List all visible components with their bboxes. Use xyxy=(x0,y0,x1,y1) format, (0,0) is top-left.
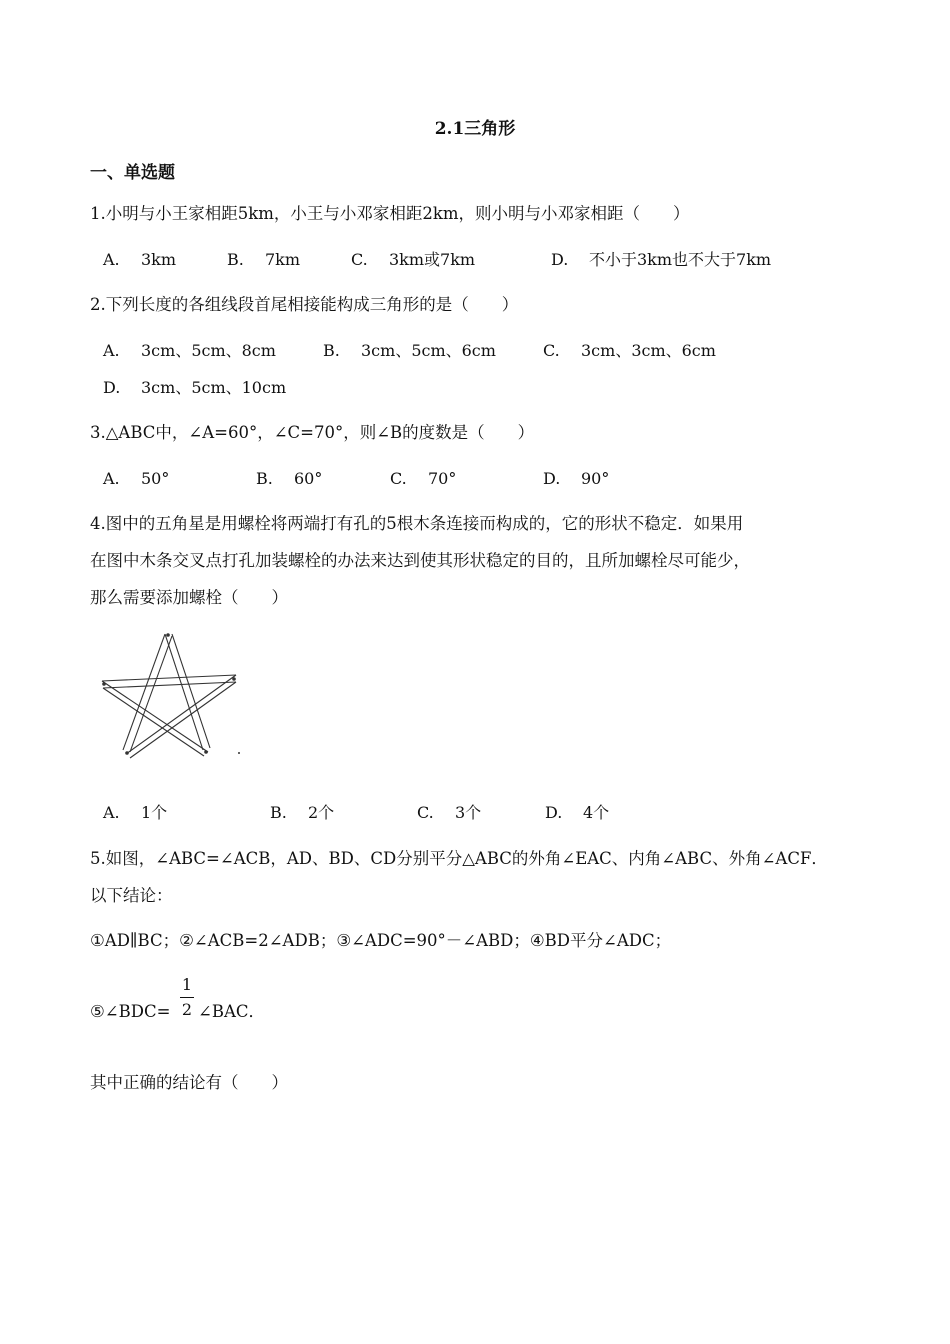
wooden-star-figure xyxy=(98,628,246,764)
question-5-item-5-suffix: ∠BAC． xyxy=(198,1002,265,1021)
option-text: 4个 xyxy=(583,803,610,822)
option-label: D. xyxy=(551,250,569,269)
option-label: C. xyxy=(417,803,434,822)
section-heading: 一、单选题 xyxy=(90,163,175,183)
option-text: 3cm、5cm、6cm xyxy=(361,341,496,360)
q2-option-b[interactable] xyxy=(323,340,496,362)
option-label: A. xyxy=(103,803,120,822)
option-text: 50° xyxy=(141,469,170,488)
option-text: 3cm、3cm、6cm xyxy=(581,341,716,360)
q1-option-d[interactable] xyxy=(551,249,771,271)
q4-option-a[interactable] xyxy=(103,802,167,824)
question-5-item-5-prefix: ⑤∠BDC= xyxy=(90,1002,171,1021)
option-text: 7km xyxy=(265,250,301,269)
option-text: 3km xyxy=(141,250,177,269)
option-text: 1个 xyxy=(141,803,168,822)
q3-option-b[interactable] xyxy=(256,468,322,490)
question-3-stem: 3.△ABC中，∠A=60°，∠C=70°，则∠B的度数是（ ） xyxy=(90,423,535,442)
option-text: 3km或7km xyxy=(389,250,476,269)
q3-option-d[interactable] xyxy=(543,468,609,490)
option-text: 60° xyxy=(294,469,323,488)
option-text: 3个 xyxy=(455,803,482,822)
option-text: 70° xyxy=(428,469,457,488)
option-label: A. xyxy=(103,250,120,269)
question-4-line-3: 那么需要添加螺栓（ ） xyxy=(90,588,288,607)
option-label: A. xyxy=(103,341,120,360)
option-label: B. xyxy=(323,341,340,360)
option-label: A. xyxy=(103,469,120,488)
q1-option-a[interactable] xyxy=(103,249,176,271)
option-text: 3cm、5cm、8cm xyxy=(141,341,276,360)
option-label: C. xyxy=(390,469,407,488)
q2-option-a[interactable] xyxy=(103,340,276,362)
option-label: B. xyxy=(227,250,244,269)
fraction-bar xyxy=(180,997,194,998)
question-5-line-3: ①AD∥BC；②∠ACB=2∠ADB；③∠ADC=90°－∠ABD；④BD平分∠ADC； xyxy=(90,931,672,950)
option-label: D. xyxy=(103,378,121,397)
option-label: C. xyxy=(543,341,560,360)
q3-option-c[interactable] xyxy=(390,468,456,490)
option-label: D. xyxy=(545,803,563,822)
page-title: 2.1三角形 xyxy=(434,119,516,139)
q3-option-a[interactable] xyxy=(103,468,169,490)
question-5-line-2: 以下结论： xyxy=(90,886,173,905)
q4-option-b[interactable] xyxy=(270,802,334,824)
option-text: 2个 xyxy=(308,803,335,822)
q4-option-c[interactable] xyxy=(417,802,481,824)
question-2-stem: 2.下列长度的各组线段首尾相接能构成三角形的是（ ） xyxy=(90,295,519,314)
fraction-one-half xyxy=(180,975,194,1020)
option-text: 90° xyxy=(581,469,610,488)
q4-option-d[interactable] xyxy=(545,802,609,824)
question-5-line-1: 5.如图，∠ABC=∠ACB，AD、BD、CD分别平分△ABC的外角∠EAC、内角∠ABC、外角∠ACF． xyxy=(90,849,828,868)
q1-option-b[interactable] xyxy=(227,249,300,271)
option-label: D. xyxy=(543,469,561,488)
fraction-numerator: 1 xyxy=(181,975,193,994)
question-4-line-1: 4.图中的五角星是用螺栓将两端打有孔的5根木条连接而构成的，它的形状不稳定．如果用 xyxy=(90,514,744,533)
option-text: 3cm、5cm、10cm xyxy=(141,378,287,397)
question-4-line-2: 在图中木条交叉点打孔加装螺栓的办法来达到使其形状稳定的目的，且所加螺栓尽可能少， xyxy=(90,551,750,570)
question-5-ask: 其中正确的结论有（ ） xyxy=(90,1073,288,1092)
q2-option-c[interactable] xyxy=(543,340,716,362)
option-label: B. xyxy=(270,803,287,822)
q1-option-c[interactable] xyxy=(351,249,475,271)
option-text: 不小于3km也不大于7km xyxy=(589,250,772,269)
fraction-denominator: 2 xyxy=(181,1000,193,1019)
option-label: B. xyxy=(256,469,273,488)
q2-option-d[interactable] xyxy=(103,377,286,399)
question-1-stem: 1.小明与小王家相距5km，小王与小邓家相距2km，则小明与小邓家相距（ ） xyxy=(90,204,690,223)
option-label: C. xyxy=(351,250,368,269)
